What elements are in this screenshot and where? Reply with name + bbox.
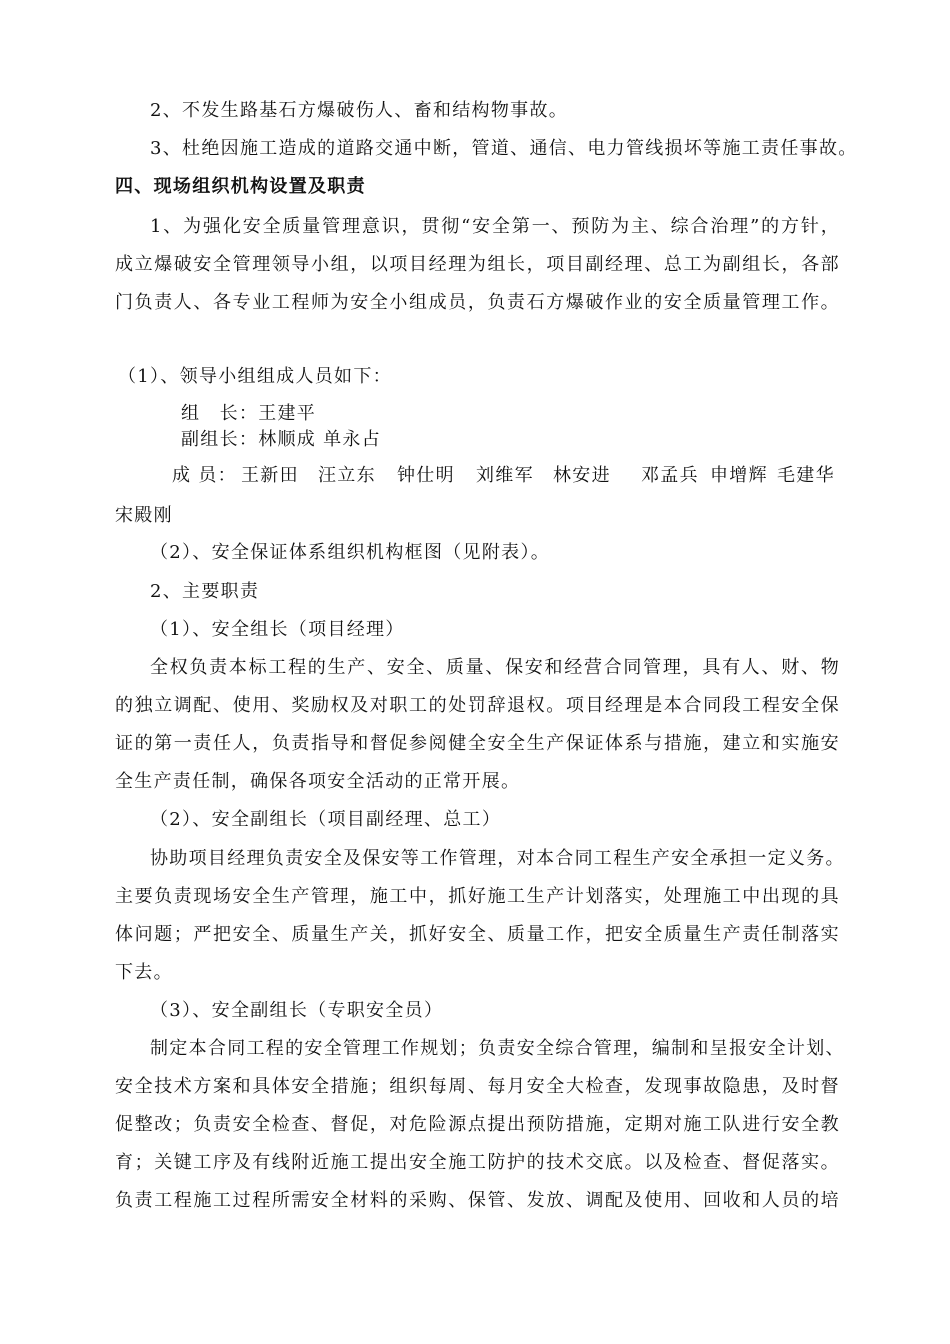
duty-3-line: 育；关键工序及有线附近施工提出安全施工防护的技术交底。以及检查、督促落实。 <box>115 1152 840 1173</box>
member-name: 刘维军 <box>476 465 534 486</box>
deputy-line: 副组长：林顺成 单永占 <box>181 429 382 450</box>
paragraph-1-line-1: 1、为强化安全质量管理意识，贯彻“安全第一、预防为主、综合治理”的方针， <box>150 216 840 237</box>
duty-3-line: 负责工程施工过程所需安全材料的采购、保管、发放、调配及使用、回收和人员的培 <box>115 1190 840 1211</box>
org-chart-reference: （2）、安全保证体系组织机构框图（见附表）。 <box>150 542 551 563</box>
member-name: 钟仕明 <box>397 465 455 486</box>
duty-3-line: 安全技术方案和具体安全措施；组织每周、每月安全大检查，发现事故隐患，及时督 <box>115 1076 840 1097</box>
item-2: 2、不发生路基石方爆破伤人、畜和结构物事故。 <box>150 100 569 121</box>
duty-3-line: 促整改；负责安全检查、督促，对危险源点提出预防措施，定期对施工队进行安全教 <box>115 1114 840 1135</box>
member-name: 申增辉 <box>710 465 768 486</box>
duty-1-title: （1）、安全组长（项目经理） <box>150 619 405 640</box>
duty-2-line: 体问题；严把安全、质量生产关，抓好安全、质量工作，把安全质量生产责任制落实 <box>115 924 840 945</box>
member-name: 邓孟兵 <box>641 465 699 486</box>
duty-1-line: 证的第一责任人，负责指导和督促参阅健全安全生产保证体系与措施，建立和实施安 <box>115 733 840 754</box>
duty-3-line: 制定本合同工程的安全管理工作规划；负责安全综合管理，编制和呈报安全计划、 <box>150 1038 845 1059</box>
paragraph-1-line-2: 成立爆破安全管理领导小组，以项目经理为组长，项目副经理、总工为副组长，各部 <box>115 254 840 275</box>
paragraph-1-line-3: 门负责人、各专业工程师为安全小组成员，负责石方爆破作业的安全质量管理工作。 <box>115 292 840 313</box>
leaders-intro: （1）、领导小组组成人员如下： <box>118 366 392 387</box>
duties-heading: 2、主要职责 <box>150 581 260 602</box>
member-name: 毛建华 <box>777 465 835 486</box>
member-name: 王新田 <box>241 465 299 486</box>
duty-1-line: 的独立调配、使用、奖励权及对职工的处罚辞退权。项目经理是本合同段工程安全保 <box>115 695 840 716</box>
duty-3-title: （3）、安全副组长（专职安全员） <box>150 1000 444 1021</box>
duty-2-line: 下去。 <box>115 962 173 983</box>
leader-line: 组 长：王建平 <box>181 403 317 424</box>
duty-2-line: 主要负责现场安全生产管理，施工中，抓好施工生产计划落实，处理施工中出现的具 <box>115 886 840 907</box>
duty-2-title: （2）、安全副组长（项目副经理、总工） <box>150 809 502 830</box>
members-label: 成 员： <box>172 465 237 486</box>
duty-1-line: 全生产责任制，确保各项安全活动的正常开展。 <box>115 771 521 792</box>
section-heading: 四、现场组织机构设置及职责 <box>115 176 366 197</box>
item-3: 3、杜绝因施工造成的道路交通中断，管道、通信、电力管线损坏等施工责任事故。 <box>150 138 858 159</box>
duty-1-line: 全权负责本标工程的生产、安全、质量、保安和经营合同管理，具有人、财、物 <box>150 657 840 678</box>
member-name: 林安进 <box>553 465 611 486</box>
member-name: 汪立东 <box>318 465 376 486</box>
member-name: 宋殿刚 <box>115 505 173 526</box>
duty-2-line: 协助项目经理负责安全及保安等工作管理，对本合同工程生产安全承担一定义务。 <box>150 848 845 869</box>
